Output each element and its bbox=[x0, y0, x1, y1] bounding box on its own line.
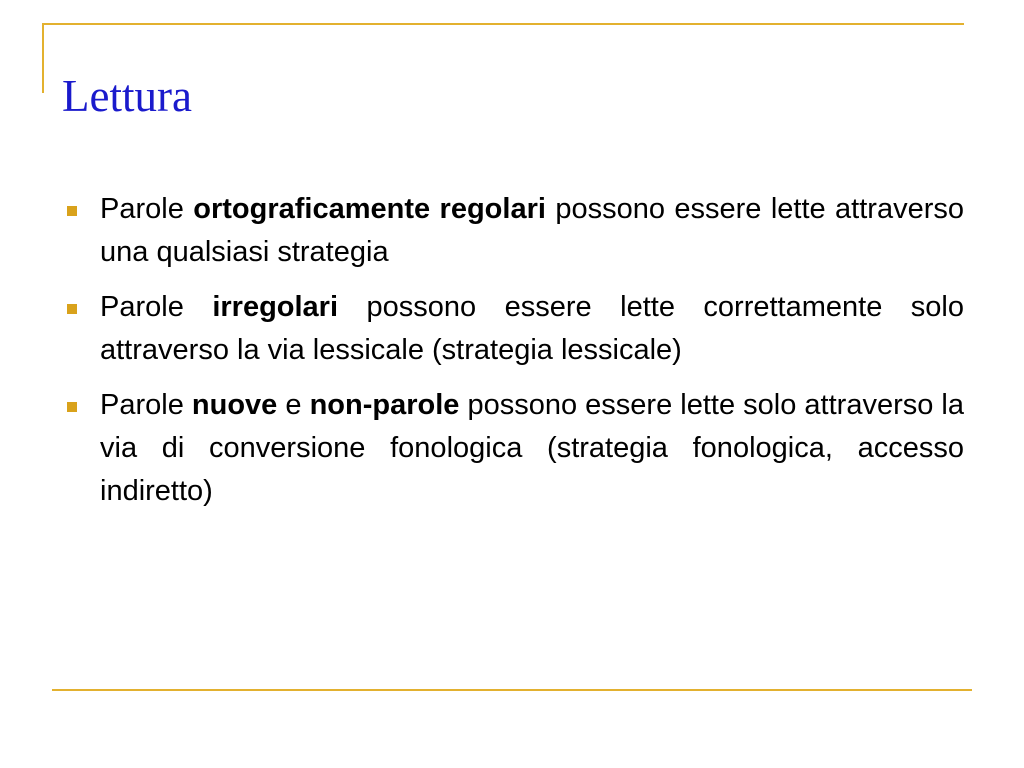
bullet-list bbox=[62, 188, 964, 525]
bullet-text bbox=[100, 193, 964, 268]
square-bullet-icon bbox=[67, 304, 77, 314]
bullet-text bbox=[100, 389, 964, 507]
bullet-segment: Parole bbox=[100, 389, 192, 421]
bottom-rule bbox=[52, 689, 972, 691]
bullet-segment: possono essere lette correttamente solo attraverso la via lessicale (strategia lessicale) bbox=[100, 291, 964, 366]
top-rule bbox=[42, 23, 964, 25]
bullet-item bbox=[62, 384, 964, 513]
bullet-segment: possono essere lette attraverso una qualsiasi strategia bbox=[100, 193, 964, 268]
square-bullet-icon bbox=[67, 402, 77, 412]
bullet-segment: Parole bbox=[100, 193, 194, 225]
square-bullet-icon bbox=[67, 206, 77, 216]
bullet-segment-bold: ortograficamente regolari bbox=[193, 193, 546, 225]
bullet-item bbox=[62, 188, 964, 274]
bullet-segment-bold: non-parole bbox=[309, 389, 460, 421]
bullet-segment: Parole bbox=[100, 291, 213, 323]
bullet-segment: e bbox=[277, 389, 310, 421]
bullet-segment-bold: nuove bbox=[191, 389, 278, 421]
bullet-segment-bold: irregolari bbox=[212, 291, 339, 323]
slide-title: Lettura bbox=[62, 71, 192, 121]
bullet-segment: possono essere lette solo attraverso la via di conversione fonologica (strategia fonologica, accesso indiretto) bbox=[100, 389, 964, 507]
bullet-text bbox=[100, 291, 964, 366]
left-rule bbox=[42, 23, 44, 93]
bullet-item bbox=[62, 286, 964, 372]
